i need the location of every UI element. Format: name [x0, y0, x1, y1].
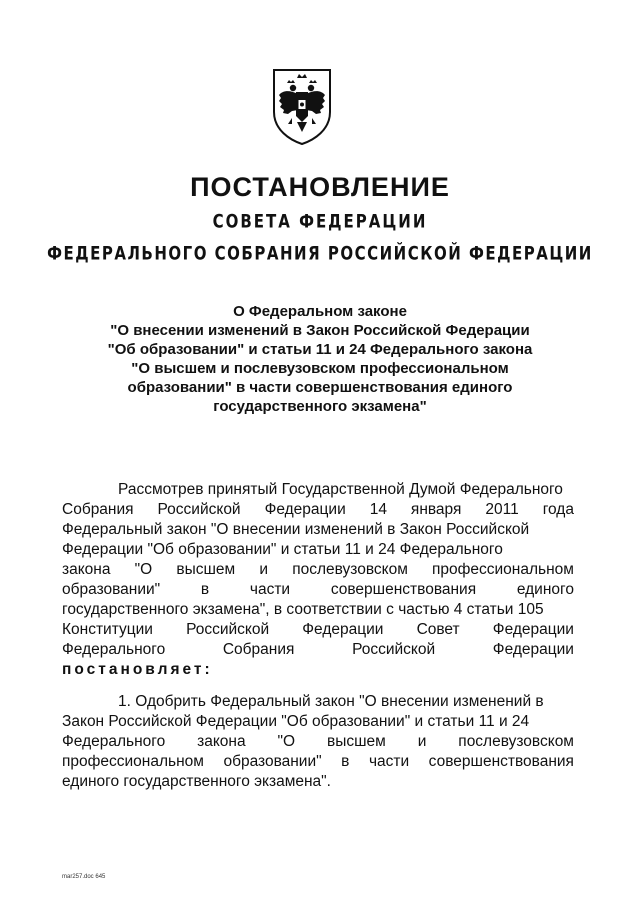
text-word: совершенствования — [428, 753, 574, 770]
text-word: Рассмотрев принятый Государственной Думой Федерального — [118, 481, 563, 498]
text-word: высшем — [326, 733, 386, 750]
resolves-keyword: постановляет: — [62, 661, 213, 678]
text-line — [62, 712, 574, 732]
paragraph-preamble — [62, 480, 574, 680]
text-word: государственного экзамена", в соответствии с частью 4 статьи 105 — [62, 601, 544, 618]
text-word: Федерации "Об образовании" и статьи 11 и 24 Федерального — [62, 541, 503, 558]
text-word: послевузовском — [292, 561, 408, 578]
text-word: года — [542, 501, 574, 518]
paragraph-resolution-item-1 — [62, 692, 574, 792]
text-word: Федерального — [62, 733, 166, 750]
text-word: послевузовском — [458, 733, 574, 750]
issuing-body-line-1: СОВЕТА ФЕДЕРАЦИИ — [212, 209, 428, 233]
text-word: профессиональном — [62, 753, 204, 770]
text-word: Федерации — [302, 621, 384, 638]
text-word: единого государственного экзамена". — [62, 773, 331, 790]
text-word: Совет — [416, 621, 460, 638]
coat-of-arms-icon — [270, 66, 334, 146]
text-word: закона — [197, 733, 246, 750]
issuing-body-line-2: ФЕДЕРАЛЬНОГО СОБРАНИЯ РОССИЙСКОЙ ФЕДЕРАЦИИ — [47, 241, 593, 265]
text-word: Федерации — [492, 641, 574, 658]
text-word: и — [417, 733, 427, 750]
text-word: Российской — [157, 501, 241, 518]
text-line — [62, 752, 574, 772]
text-word: закона — [62, 561, 111, 578]
subject-line: государственного экзамена" — [213, 398, 427, 415]
text-word: образовании" — [223, 753, 322, 770]
subject-line: О Федеральном законе — [233, 303, 407, 320]
document-title: ПОСТАНОВЛЕНИЕ — [190, 172, 450, 202]
text-line — [62, 732, 574, 752]
text-word: совершенствования — [330, 581, 477, 598]
text-word: "О — [277, 733, 296, 750]
text-word: единого — [516, 581, 574, 598]
subject-line: образовании" в части совершенствования единого — [127, 379, 513, 396]
text-word: Федерального — [62, 641, 166, 658]
text-word: образовании" — [62, 581, 161, 598]
text-word: Собрания — [222, 641, 295, 658]
text-word: высшем — [176, 561, 236, 578]
text-word: Федерации — [492, 621, 574, 638]
subject-line: "О высшем и послевузовском профессиональном — [131, 360, 509, 377]
text-line — [62, 620, 574, 640]
text-word: Российской — [352, 641, 436, 658]
text-word: "О — [134, 561, 153, 578]
text-line — [62, 600, 574, 620]
text-line — [62, 580, 574, 600]
text-line — [62, 540, 574, 560]
text-line — [62, 480, 574, 500]
subject-line: "О внесении изменений в Закон Российской Федерации — [110, 322, 530, 339]
text-word: Федерации — [264, 501, 346, 518]
text-word: Собрания — [62, 501, 134, 518]
text-line — [62, 520, 574, 540]
text-line — [62, 560, 574, 580]
subject-line: "Об образовании" и статьи 11 и 24 Федерального закона — [107, 341, 533, 358]
text-word: Закон Российской Федерации "Об образовании" и статьи 11 и 24 — [62, 713, 530, 730]
text-word: 1. Одобрить Федеральный закон "О внесении изменений в — [118, 693, 544, 710]
text-word: Федеральный закон "О внесении изменений в Закон Российской — [62, 521, 530, 538]
text-word: профессиональном — [432, 561, 574, 578]
text-word: Конституции — [62, 621, 153, 638]
file-reference: mar257.doc 645 — [62, 874, 106, 880]
text-word: части — [368, 753, 410, 770]
text-word: и — [259, 561, 269, 578]
text-word: 14 — [369, 501, 387, 518]
text-line — [62, 692, 574, 712]
text-line — [62, 660, 574, 680]
text-word: в — [200, 581, 210, 598]
text-word: 2011 — [485, 501, 519, 518]
text-word: части — [249, 581, 291, 598]
text-line — [62, 640, 574, 660]
text-line — [62, 772, 574, 792]
text-word: Российской — [186, 621, 270, 638]
text-word: в — [341, 753, 350, 770]
document-subject — [60, 302, 580, 416]
text-line — [62, 500, 574, 520]
text-word: января — [410, 501, 462, 518]
